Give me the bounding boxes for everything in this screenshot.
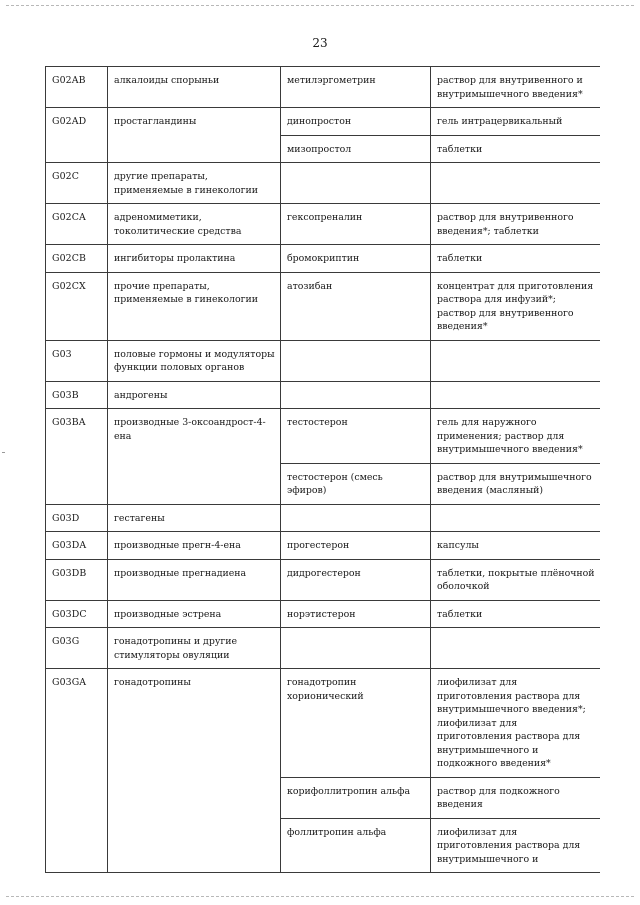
drug-name-cell: норэтистерон (281, 600, 431, 628)
drug-name-cell (281, 381, 431, 409)
dosage-form-cell (431, 163, 601, 204)
anatomical-therapeutic-group-cell: производные 3-оксоандрост-4-ена (108, 409, 281, 505)
dosage-form-cell (431, 340, 601, 381)
atc-code-cell: G02CX (46, 272, 108, 340)
drug-name-cell: атозибан (281, 272, 431, 340)
atc-code-cell: G03 (46, 340, 108, 381)
table-row (46, 532, 601, 560)
table-row (46, 272, 601, 340)
anatomical-therapeutic-group-cell: производные эстрена (108, 600, 281, 628)
drug-name-cell: гонадотропин хорионический (281, 669, 431, 778)
dosage-form-cell: таблетки, покрытые плёночной оболочкой (431, 559, 601, 600)
drug-name-cell (281, 628, 431, 669)
table-row (46, 600, 601, 628)
atc-code-cell: G02AB (46, 67, 108, 108)
dosage-form-cell (431, 504, 601, 532)
atc-code-cell: G03D (46, 504, 108, 532)
atc-code-cell: G03BA (46, 409, 108, 505)
dosage-form-cell: лиофилизат для приготовления раствора для внутримышечного введения*; лиофилизат для приготовления раствора для внутримышечного и подкожного введения* (431, 669, 601, 778)
dosage-form-cell: концентрат для приготовления раствора для инфузий*; раствор для внутривенного введения* (431, 272, 601, 340)
anatomical-therapeutic-group-cell: прочие препараты, применяемые в гинекологии (108, 272, 281, 340)
dosage-form-cell: гель для наружного применения; раствор для внутримышечного введения* (431, 409, 601, 464)
drug-name-cell: тестостерон (смесь эфиров) (281, 463, 431, 504)
drug-name-cell (281, 163, 431, 204)
anatomical-therapeutic-group-cell: ингибиторы пролактина (108, 245, 281, 273)
anatomical-therapeutic-group-cell: адреномиметики, токолитические средства (108, 204, 281, 245)
dosage-form-cell: гель интрацервикальный (431, 108, 601, 136)
atc-code-cell: G03B (46, 381, 108, 409)
dosage-form-cell: таблетки (431, 135, 601, 163)
table-row (46, 409, 601, 464)
table-row (46, 245, 601, 273)
dosage-form-cell (431, 381, 601, 409)
table-row (46, 628, 601, 669)
dosage-form-cell: раствор для подкожного введения (431, 777, 601, 818)
dosage-form-cell: таблетки (431, 600, 601, 628)
drug-name-cell: тестостерон (281, 409, 431, 464)
table-row (46, 504, 601, 532)
drug-name-cell: дидрогестерон (281, 559, 431, 600)
table-row (46, 669, 601, 778)
drug-name-cell: корифоллитропин альфа (281, 777, 431, 818)
anatomical-therapeutic-group-cell: гонадотропины (108, 669, 281, 873)
scan-mark (2, 452, 5, 453)
anatomical-therapeutic-group-cell: андрогены (108, 381, 281, 409)
drug-classification-table (45, 66, 600, 873)
atc-code-cell: G03G (46, 628, 108, 669)
drug-name-cell: фоллитропин альфа (281, 818, 431, 873)
anatomical-therapeutic-group-cell: простагландины (108, 108, 281, 163)
anatomical-therapeutic-group-cell: алкалоиды спорыньи (108, 67, 281, 108)
page-number: 23 (312, 36, 328, 50)
dosage-form-cell: раствор для внутримышечного введения (масляный) (431, 463, 601, 504)
drug-classification-table-container (45, 66, 600, 898)
anatomical-therapeutic-group-cell: производные прегнадиена (108, 559, 281, 600)
drug-name-cell: метилэргометрин (281, 67, 431, 108)
atc-code-cell: G02CB (46, 245, 108, 273)
table-row (46, 108, 601, 136)
dosage-form-cell: таблетки (431, 245, 601, 273)
anatomical-therapeutic-group-cell: другие препараты, применяемые в гинекологии (108, 163, 281, 204)
atc-code-cell: G03DA (46, 532, 108, 560)
table-row (46, 67, 601, 108)
drug-name-cell: бромокриптин (281, 245, 431, 273)
dosage-form-cell: лиофилизат для приготовления раствора для внутримышечного и (431, 818, 601, 873)
dosage-form-cell (431, 628, 601, 669)
table-row (46, 204, 601, 245)
table-row (46, 163, 601, 204)
dosage-form-cell: раствор для внутривенного и внутримышечного введения* (431, 67, 601, 108)
anatomical-therapeutic-group-cell: производные прегн-4-ена (108, 532, 281, 560)
drug-name-cell (281, 340, 431, 381)
drug-name-cell: прогестерон (281, 532, 431, 560)
atc-code-cell: G02C (46, 163, 108, 204)
dosage-form-cell: капсулы (431, 532, 601, 560)
atc-code-cell: G02CA (46, 204, 108, 245)
atc-code-cell: G03GA (46, 669, 108, 873)
table-row (46, 559, 601, 600)
dosage-form-cell: раствор для внутривенного введения*; таблетки (431, 204, 601, 245)
atc-code-cell: G02AD (46, 108, 108, 163)
drug-name-cell: динопростон (281, 108, 431, 136)
atc-code-cell: G03DC (46, 600, 108, 628)
drug-name-cell: гексопреналин (281, 204, 431, 245)
table-row (46, 340, 601, 381)
drug-name-cell: мизопростол (281, 135, 431, 163)
table-body (46, 67, 601, 873)
atc-code-cell: G03DB (46, 559, 108, 600)
bottom-scan-edge (6, 896, 634, 897)
anatomical-therapeutic-group-cell: гестагены (108, 504, 281, 532)
drug-name-cell (281, 504, 431, 532)
anatomical-therapeutic-group-cell: гонадотропины и другие стимуляторы овуляции (108, 628, 281, 669)
anatomical-therapeutic-group-cell: половые гормоны и модуляторы функции половых органов (108, 340, 281, 381)
top-scan-edge (6, 5, 634, 6)
table-row (46, 381, 601, 409)
